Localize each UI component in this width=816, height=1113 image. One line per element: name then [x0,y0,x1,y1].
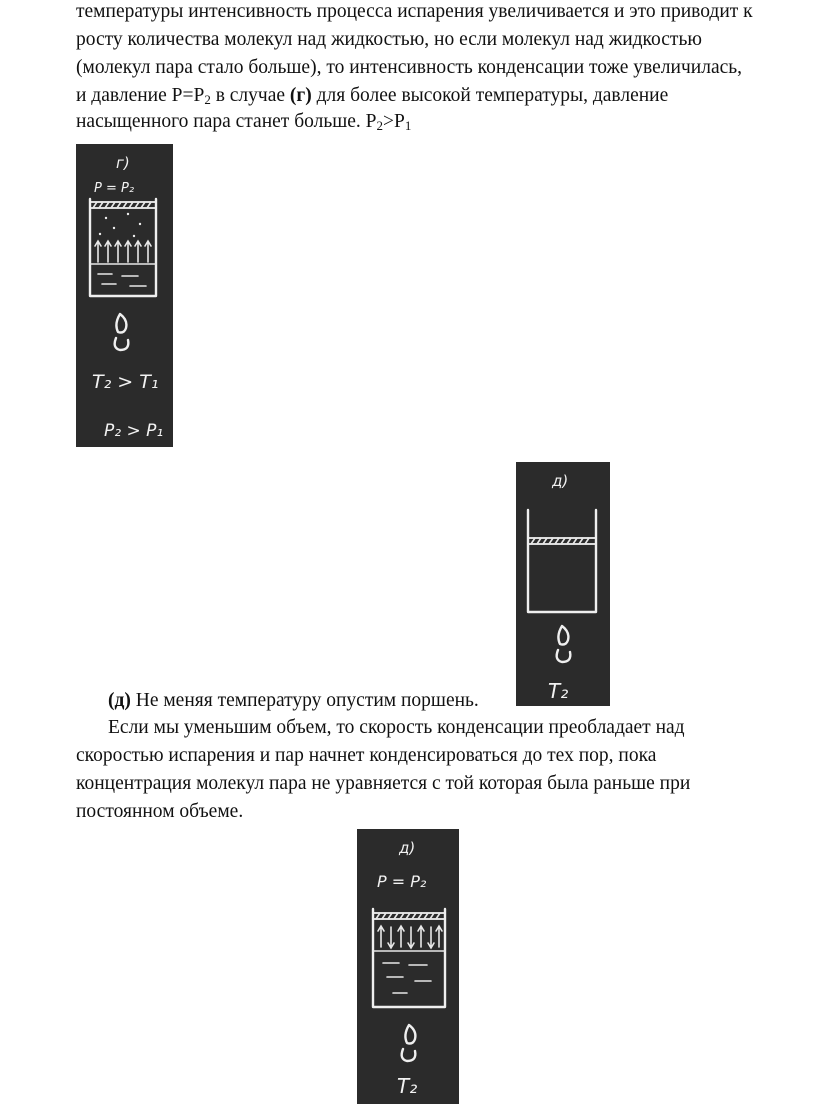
figure-g-pressure: P = P₂ [94,181,135,196]
evaporation-arrows [378,926,442,948]
flame-icon [558,626,568,645]
figure-g-pressure-compare: P₂ > P₁ [104,421,164,441]
paragraph2-line2: скоростью испарения и пар начнет конденсироваться до тех пор, пока [76,745,657,766]
cylinder-outline [528,510,596,612]
paragraph1-line1: температуры интенсивность процесса испарения увеличивается и это приводит к [76,1,753,22]
flame-icon [116,314,126,333]
figure-g-chalkboard [76,144,173,447]
burner-icon [557,650,571,662]
paragraph2-line4: постоянном объеме. [76,801,244,822]
cylinder-outline [373,909,445,1007]
vapour-molecules [99,213,141,237]
evaporation-arrows [95,241,151,262]
paragraph1-line5: насыщенного пара станет больше. $P_2>P_1$ [76,111,412,133]
figure-d1-label: д) [552,472,569,490]
paragraph1-line3: (молекул пара стало больше), то интенсивность конденсации тоже увеличилась, [76,57,743,78]
figure-d2-pressure: P = P₂ [377,872,427,891]
figure-d2-label: д) [399,839,416,857]
figure-d2-temp: T₂ [397,1074,418,1098]
figure-g-label: г) [116,154,130,172]
burner-icon [402,1049,416,1061]
paragraph1-line2: росту количества молекул над жидкостью, но если молекул над жидкостью [76,29,702,50]
figure-d2-chalkboard [357,829,459,1104]
paragraph2-line1: Если мы уменьшим объем, то скорость конденсации преобладает над [108,717,685,738]
paragraph1-line4: и давление $P=P_2$ в случае (г) для более высокой температуры, давление [76,85,669,107]
figure-g-temp: T₂ > T₁ [92,371,159,393]
paragraph2-line3: концентрация молекул пара не уравняется с той которая была раньше при [76,773,691,794]
cylinder-outline [90,199,156,296]
flame-icon [405,1025,415,1044]
caption-d: (д) Не меняя температуру опустим поршень. [108,690,479,711]
figure-d1-temp: T₂ [548,679,569,703]
burner-icon [115,338,129,350]
figure-d1-chalkboard [516,462,610,706]
